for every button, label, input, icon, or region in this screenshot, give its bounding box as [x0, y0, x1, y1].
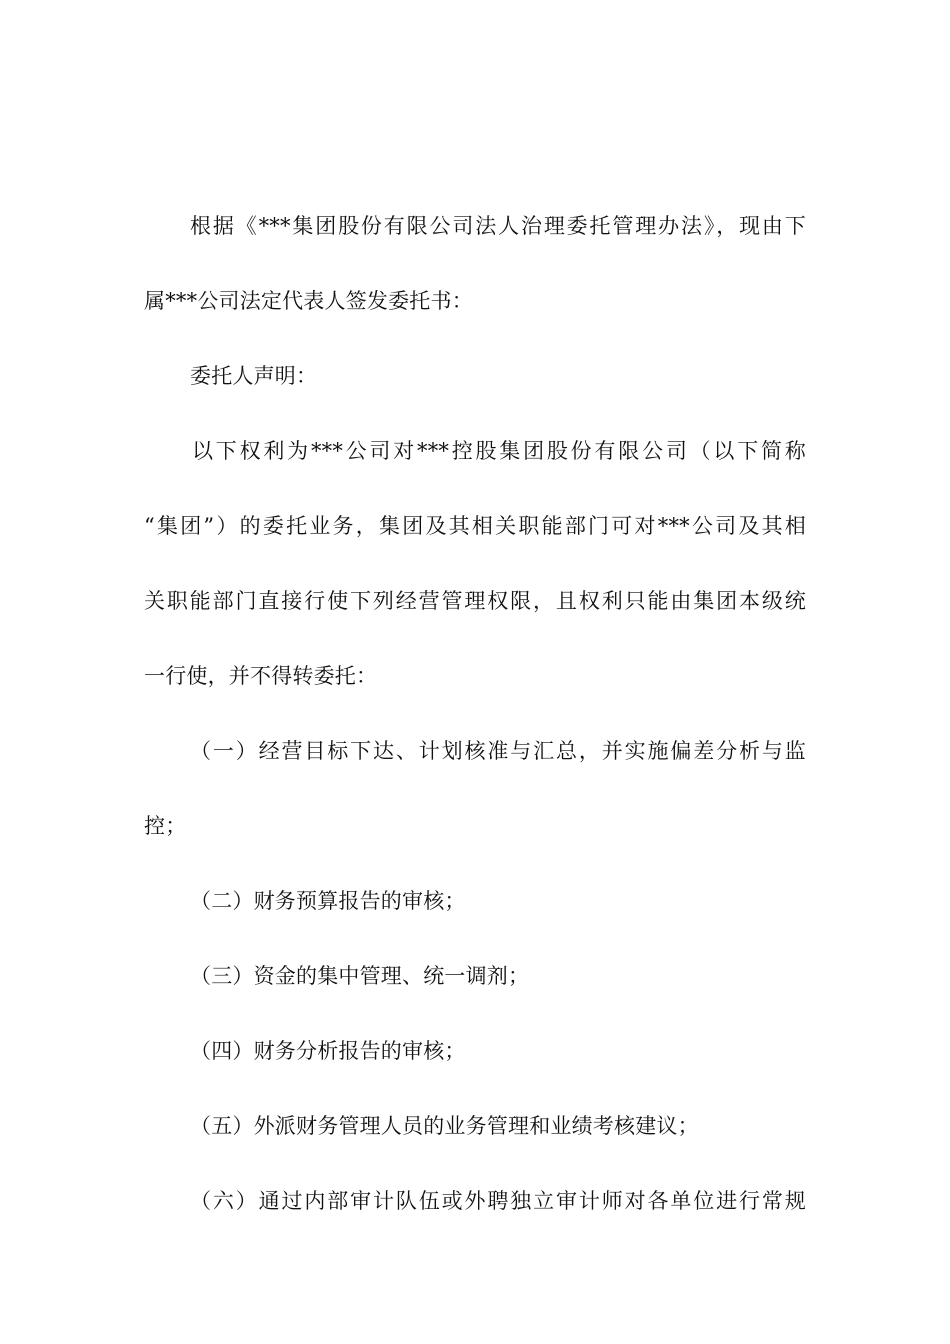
- list-item: （二）财务预算报告的审核；: [190, 889, 466, 913]
- list-item: （五）外派财务管理人员的业务管理和业绩考核建议；: [190, 1114, 699, 1138]
- paragraph-line: 一行使，并不得转委托：: [144, 664, 378, 688]
- list-item-line: 控；: [144, 814, 187, 838]
- paragraph-line: 委托人声明：: [190, 364, 318, 388]
- paragraph-line: 根据《***集团股份有限公司法人治理委托管理办法》，现由下: [190, 214, 806, 238]
- list-item: （四）财务分析报告的审核；: [190, 1039, 466, 1063]
- list-item-line: （六）通过内部审计队伍或外聘独立审计师对各单位进行常规: [190, 1189, 806, 1213]
- list-item: （三）资金的集中管理、统一调剂；: [190, 964, 530, 988]
- paragraph-line: 关职能部门直接行使下列经营管理权限，且权利只能由集团本级统: [144, 589, 806, 613]
- paragraph-line: 属***公司法定代表人签发委托书：: [144, 289, 473, 313]
- paragraph-line: 以下权利为***公司对***控股集团股份有限公司（以下简称: [192, 439, 806, 463]
- list-item-line: （一）经营目标下达、计划核准与汇总，并实施偏差分析与监: [190, 739, 806, 763]
- paragraph-line: “集团”）的委托业务，集团及其相关职能部门可对***公司及其相: [144, 514, 806, 538]
